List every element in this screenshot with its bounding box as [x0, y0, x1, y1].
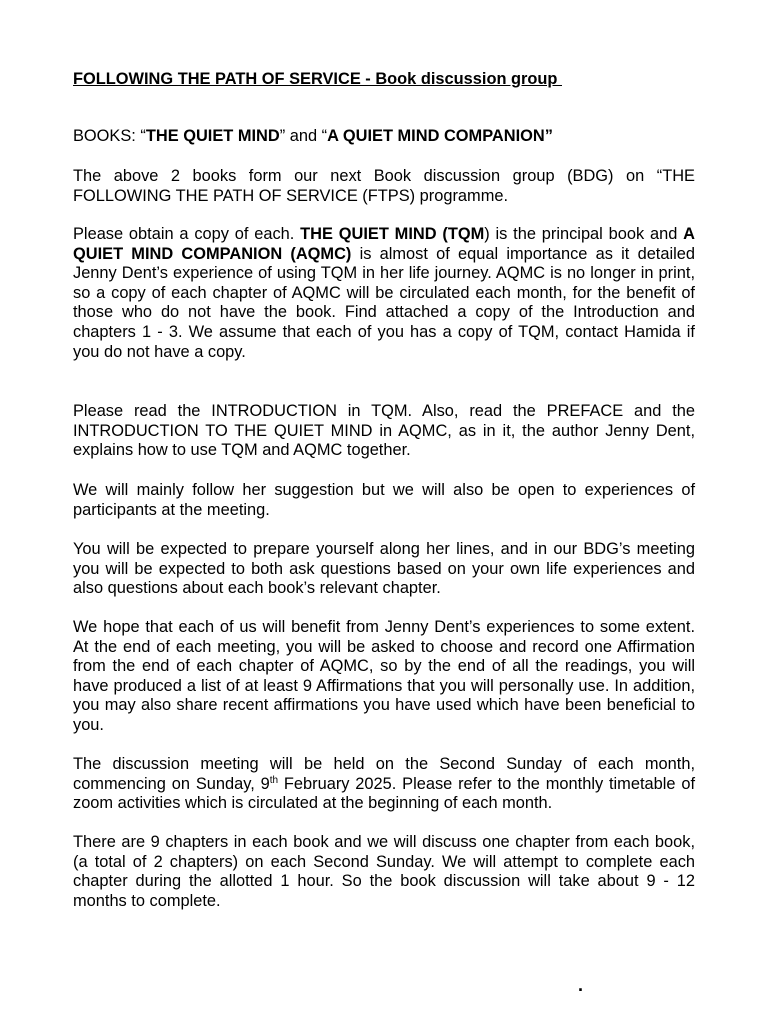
page-title: FOLLOWING THE PATH OF SERVICE - Book discussion group	[73, 70, 562, 88]
document-body	[73, 70, 695, 910]
para7-ordinal: th	[269, 774, 279, 786]
footer-mark: .	[578, 975, 584, 995]
book-title-1: THE QUIET MIND	[145, 127, 280, 145]
paragraph-reading: Please read the INTRODUCTION in TQM. Also, read the PREFACE and the INTRODUCTION TO THE QUIET MIND in AQMC, as in it, the author Jenny Dent, explains how to use TQM and AQMC together.	[73, 402, 695, 460]
para7-text-2: February 2025. Please refer to the monthly timetable of zoom activities which is circulated at the beginning of each month.	[73, 774, 695, 813]
paragraph-chapters: There are 9 chapters in each book and we will discuss one chapter from each book, (a total of 2 chapters) on each Second Sunday. We will attempt to complete each chapter during the allotted 1 hour. So the book discussion will take about 9 - 12 months to complete.	[73, 833, 695, 910]
books-prefix: BOOKS: “	[73, 127, 146, 145]
paragraph-obtain-copy	[73, 225, 695, 362]
para2-text-3: is almost of equal importance as it detailed Jenny Dent’s experience of using TQM in her life journey. AQMC is no longer in print, so a copy of each chapter of AQMC will be circulated each month, for the benefit of those who do not have the book. Find attached a copy of the Introduction and chapters 1 - 3. We assume that each of you has a copy of TQM, contact Hamida if you do not have a copy.	[73, 244, 695, 361]
para2-text-2: ) is the principal book and	[484, 225, 684, 243]
paragraph-intro: The above 2 books form our next Book discussion group (BDG) on “THE FOLLOWING THE PATH OF SERVICE (FTPS) programme.	[73, 167, 695, 205]
para2-bold-aqmc: A QUIET MIND COMPANION (AQMC)	[73, 225, 695, 263]
paragraph-suggestion: We will mainly follow her suggestion but we will also be open to experiences of participants at the meeting.	[73, 481, 695, 519]
paragraph-schedule	[73, 755, 695, 814]
books-line	[73, 127, 695, 147]
paragraph-affirmations: We hope that each of us will benefit from Jenny Dent’s experiences to some extent. At the end of each meeting, you will be asked to choose and record one Affirmation from the end of each chapter of AQMC, so by the end of all the readings, you will have produced a list of at least 9 Affirmations that you will personally use. In addition, you may also share recent affirmations you have used which have been beneficial to you.	[73, 618, 695, 734]
books-middle: ” and “	[279, 127, 328, 145]
book-title-2: A QUIET MIND COMPANION”	[327, 127, 553, 145]
paragraph-preparation: You will be expected to prepare yourself along her lines, and in our BDG’s meeting you will be expected to both ask questions based on your own life experiences and also questions about each book’s relevant chapter.	[73, 540, 695, 598]
para2-text-1: Please obtain a copy of each.	[73, 225, 301, 243]
para2-bold-tqm: THE QUIET MIND (TQM	[300, 225, 485, 243]
para7-text-1: The discussion meeting will be held on the Second Sunday of each month, commencing on Sunday, 9	[73, 755, 695, 793]
